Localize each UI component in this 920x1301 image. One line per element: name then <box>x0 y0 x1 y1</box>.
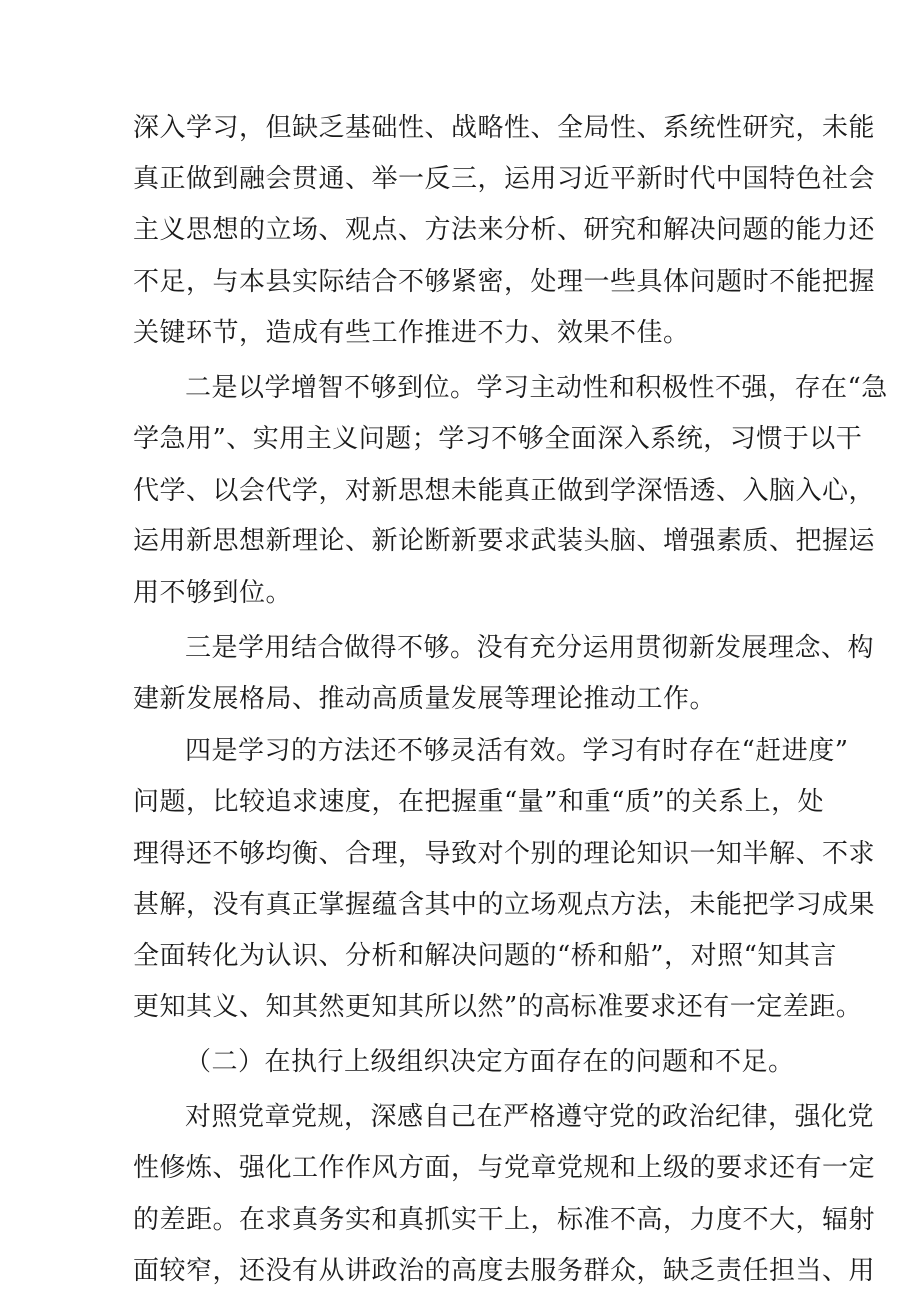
text-line: 学急用”、实用主义问题；学习不够全面深入系统，习惯于以干 <box>133 424 863 454</box>
text-line: 不足，与本县实际结合不够紧密，处理一些具体问题时不能把握 <box>133 267 876 297</box>
text-line: 更知其义、知其然更知其所以然”的高标准要求还有一定差距。 <box>133 992 863 1022</box>
text-line: 二是以学增智不够到位。学习主动性和积极性不强，存在“急 <box>185 373 888 403</box>
text-line: 面较窄，还没有从讲政治的高度去服务群众，缺乏责任担当、用 <box>133 1256 876 1286</box>
text-line: 三是学用结合做得不够。没有充分运用贯彻新发展理念、构 <box>185 633 875 663</box>
text-line: 建新发展格局、推动高质量发展等理论推动工作。 <box>133 684 717 714</box>
text-line: 全面转化为认识、分析和解决问题的“桥和船”，对照“知其言 <box>133 941 837 971</box>
text-line: 四是学习的方法还不够灵活有效。学习有时存在“赶进度” <box>185 736 849 766</box>
text-line: 用不够到位。 <box>133 578 293 608</box>
text-line: 真正做到融会贯通、举一反三，运用习近平新时代中国特色社会 <box>133 164 876 194</box>
text-line: 的差距。在求真务实和真抓实干上，标准不高，力度不大，辐射 <box>133 1205 876 1235</box>
section-title: （二）在执行上级组织决定方面存在的问题和不足。 <box>185 1047 795 1077</box>
text-line: 对照党章党规，深感自己在严格遵守党的政治纪律，强化党 <box>185 1102 875 1132</box>
text-line: 主义思想的立场、观点、方法来分析、研究和解决问题的能力还 <box>133 215 876 245</box>
text-line: 性修炼、强化工作作风方面，与党章党规和上级的要求还有一定 <box>133 1153 876 1183</box>
text-line: 代学、以会代学，对新思想未能真正做到学深悟透、入脑入心， <box>133 476 876 506</box>
text-line: 关键环节，造成有些工作推进不力、效果不佳。 <box>133 318 690 348</box>
text-line: 深入学习，但缺乏基础性、战略性、全局性、系统性研究，未能 <box>133 113 876 143</box>
text-line: 运用新思想新理论、新论断新要求武装头脑、增强素质、把握运 <box>133 526 876 556</box>
text-line: 问题，比较追求速度，在把握重“量”和重“质”的关系上，处 <box>133 787 825 817</box>
text-line: 甚解，没有真正掌握蕴含其中的立场观点方法，未能把学习成果 <box>133 890 876 920</box>
text-line: 理得还不够均衡、合理，导致对个别的理论知识一知半解、不求 <box>133 839 876 869</box>
